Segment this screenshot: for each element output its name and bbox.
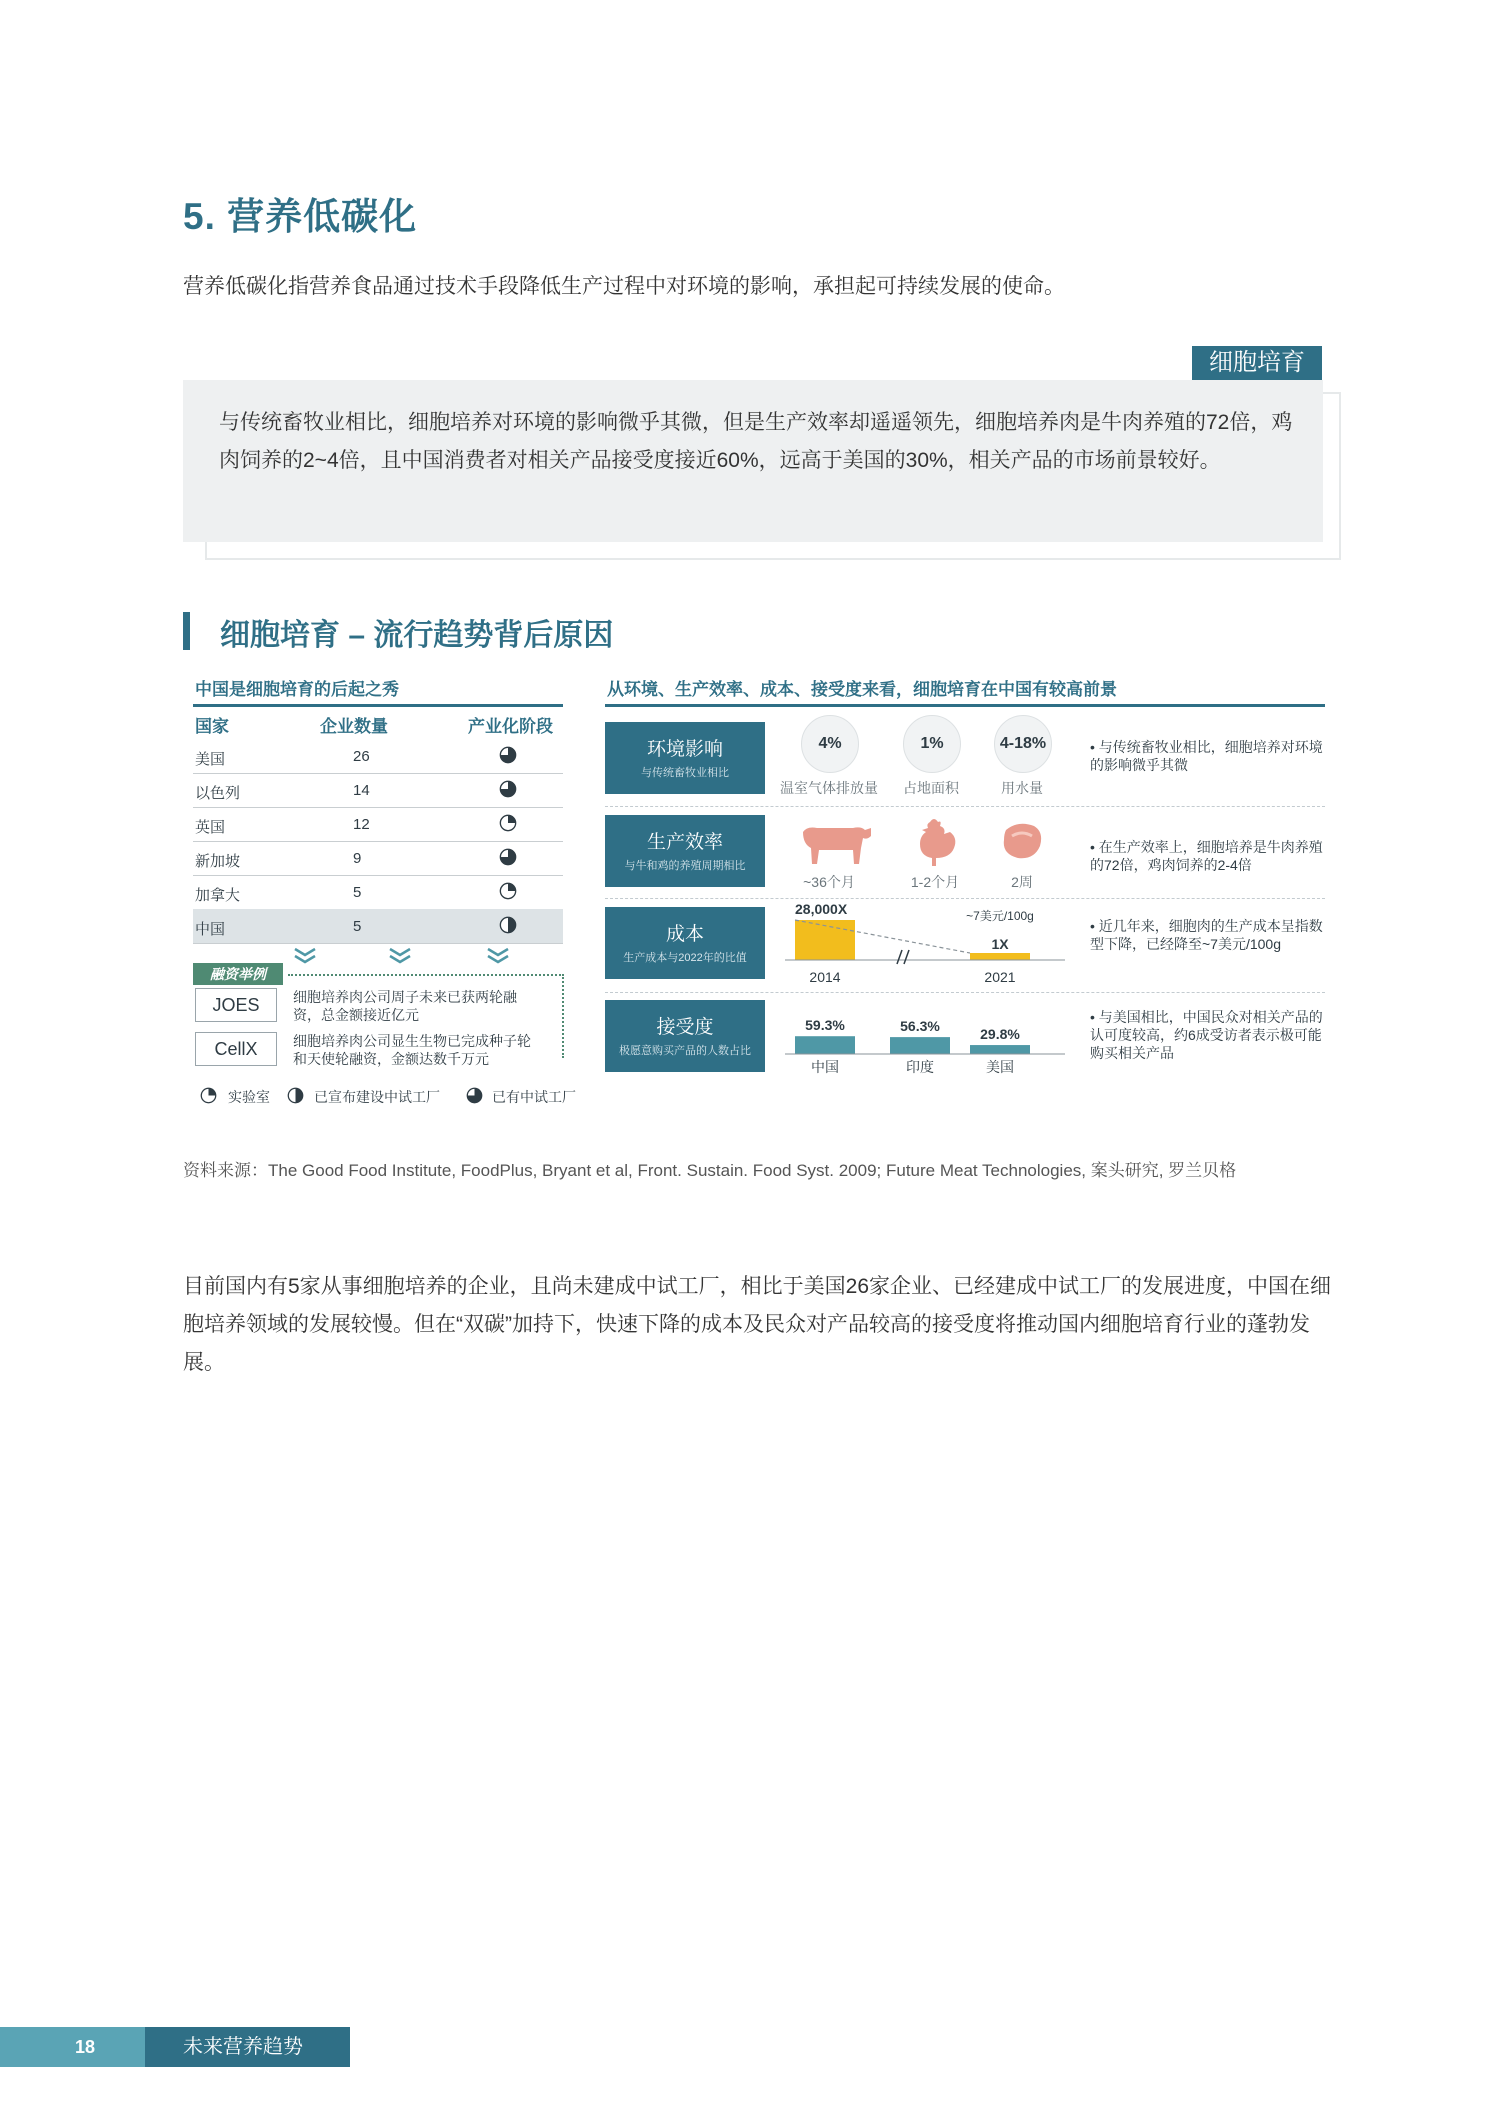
acceptance-bar [890,1037,950,1054]
water-value: 4-18% [994,715,1052,773]
count-cell: 9 [353,850,362,867]
pie-half-icon [287,1087,304,1104]
count-cell: 5 [353,884,362,901]
table-row [193,807,563,842]
cow-cycle-label: ~36个月 [803,874,855,890]
table-row [193,875,563,910]
figure-title: 细胞培育 – 流行趋势背后原因 [220,619,614,652]
row-separator [605,898,1325,899]
land-value: 1% [903,715,961,773]
chicken-cycle-label: 1-2个月 [910,874,960,890]
cost-chart [775,900,1075,992]
environment-box [605,722,765,794]
cellx-financing-text: 细胞培养肉公司显生生物已完成种子轮和天使轮融资，金额达数千万元 [293,1033,531,1067]
efficiency-subtitle: 与牛和鸡的养殖周期相比 [624,860,746,872]
page-number: 18 [74,2037,96,2057]
joes-logo: JOES [195,988,277,1022]
footer-title: 未来营养趋势 [183,2036,303,2058]
cost-box [605,907,765,979]
cellx-logo: CellX [195,1032,277,1066]
country-cell: 加拿大 [195,887,241,904]
legend-announced: 已宣布建设中试工厂 [314,1089,440,1105]
acceptance-category-label: 美国 [986,1059,1014,1075]
cost-bullet: • 近几年来，细胞肉的生产成本呈指数型下降，已经降至~7美元/100g [1090,918,1323,952]
count-cell: 12 [353,816,370,833]
acceptance-bar [795,1036,855,1054]
intro-paragraph: 营养低碳化指营养食品通过技术手段降低生产过程中对环境的影响，承担起可持续发展的使命。 [183,275,1065,298]
pie-quarter-icon [200,1087,217,1104]
cell-cycle-label: 2周 [1011,874,1033,890]
cost-data-label: 1X [991,936,1009,952]
stage-pie-icon [499,814,517,832]
country-cell: 新加坡 [195,853,241,870]
table-row [193,739,563,774]
acceptance-box [605,1000,765,1072]
callout-tag: 细胞培育 [1192,346,1322,380]
ghg-value: 4% [801,715,859,773]
section-title: 5. 营养低碳化 [183,196,418,237]
cost-annotation: ~7美元/100g [966,909,1034,923]
country-cell: 中国 [195,921,226,938]
joes-financing-text: 细胞培养肉公司周子未来已获两轮融资，总金额接近亿元 [293,989,517,1023]
stage-pie-icon [499,780,517,798]
stage-pie-icon [499,916,517,934]
count-cell: 14 [353,782,370,799]
acceptance-data-label: 56.3% [900,1018,940,1035]
left-table-title: 中国是细胞培育的后起之秀 [195,680,399,699]
chevron-down-icon [488,949,508,955]
table-header-country: 国家 [195,717,229,736]
acceptance-subtitle: 极愿意购买产品的人数占比 [619,1045,751,1057]
pie-three-quarter-icon [466,1087,483,1104]
land-label: 占地面积 [903,780,959,796]
chicken-icon [910,816,960,870]
cost-bar [970,953,1030,960]
acceptance-data-label: 29.8% [980,1026,1020,1043]
cost-title: 成本 [665,924,704,945]
water-label: 用水量 [1001,780,1043,796]
right-panel-title: 从环境、生产效率、成本、接受度来看，细胞培育在中国有较高前景 [607,680,1117,699]
country-cell: 美国 [195,751,226,768]
table-header-count: 企业数量 [320,717,388,736]
acceptance-bar [970,1045,1030,1054]
callout-text: 与传统畜牧业相比，细胞培养对环境的影响微乎其微，但是生产效率却遥遥领先，细胞培养肉是牛肉养殖的72倍，鸡肉饲养的2~4倍，且中国消费者对相关产品接受度接近60%，远高于美国的30%，相关产品的市场前景较好。 [219,411,1293,472]
row-separator [605,806,1325,807]
acceptance-data-label: 59.3% [805,1017,845,1034]
acceptance-category-label: 印度 [906,1059,934,1075]
legend-pilot: 已有中试工厂 [492,1089,576,1105]
count-cell: 26 [353,748,370,765]
left-table-rule [193,704,563,707]
acceptance-title: 接受度 [656,1017,714,1038]
environment-subtitle: 与传统畜牧业相比 [641,767,729,779]
environment-title: 环境影响 [646,739,723,760]
stage-pie-icon [499,882,517,900]
chevron-down-icon [295,949,315,955]
stage-pie-icon [499,746,517,764]
cost-subtitle: 生产成本与2022年的比值 [623,952,747,964]
row-separator [605,992,1325,993]
cost-data-label: 28,000X [795,901,848,917]
source-note: 资料来源：The Good Food Institute, FoodPlus, Bryant et al, Front. Sustain. Food Syst. 2009; Future Meat Technologies, 案头研究, 罗兰贝格 [183,1161,1237,1180]
stage-pie-icon [499,848,517,866]
ghg-label: 温室气体排放量 [780,780,878,796]
chevron-down-icons [290,945,530,967]
acceptance-chart [775,996,1075,1076]
country-cell: 英国 [195,819,226,836]
environment-bullet: • 与传统畜牧业相比，细胞培养对环境的影响微乎其微 [1090,739,1323,773]
acceptance-bullet: • 与美国相比，中国民众对相关产品的认可度较高，约6成受访者表示极可能购买相关产品 [1090,1009,1323,1061]
efficiency-box [605,815,765,887]
financing-tag: 融资举例 [193,963,283,985]
axis-break-mark [897,950,902,964]
body-paragraph: 目前国内有5家从事细胞培养的企业，且尚未建成中试工厂，相比于美国26家企业、已经建成中试工厂的发展进度，中国在细胞培养领域的发展较慢。但在“双碳”加持下，快速下降的成本及民众对产品较高的接受度将推动国内细胞培育行业的蓬勃发展。 [183,1275,1332,1374]
legend-lab: 实验室 [228,1089,270,1105]
chevron-down-icon [390,949,410,955]
axis-break-mark [904,950,909,964]
count-cell: 5 [353,918,362,935]
efficiency-title: 生产效率 [646,832,723,853]
meat-icon [998,818,1046,864]
acceptance-category-label: 中国 [811,1059,839,1075]
table-header-stage: 产业化阶段 [468,717,553,736]
efficiency-bullet: • 在生产效率上，细胞培养是牛肉养殖的72倍，鸡肉饲养的2-4倍 [1090,839,1323,873]
cow-icon [795,818,875,870]
cost-category-label: 2014 [809,969,841,985]
right-panel-rule [605,704,1325,707]
table-row [193,773,563,808]
cost-category-label: 2021 [984,969,1016,985]
table-row [193,841,563,876]
table-row [193,909,563,944]
country-cell: 以色列 [195,785,241,802]
subtitle-bar [183,612,190,650]
